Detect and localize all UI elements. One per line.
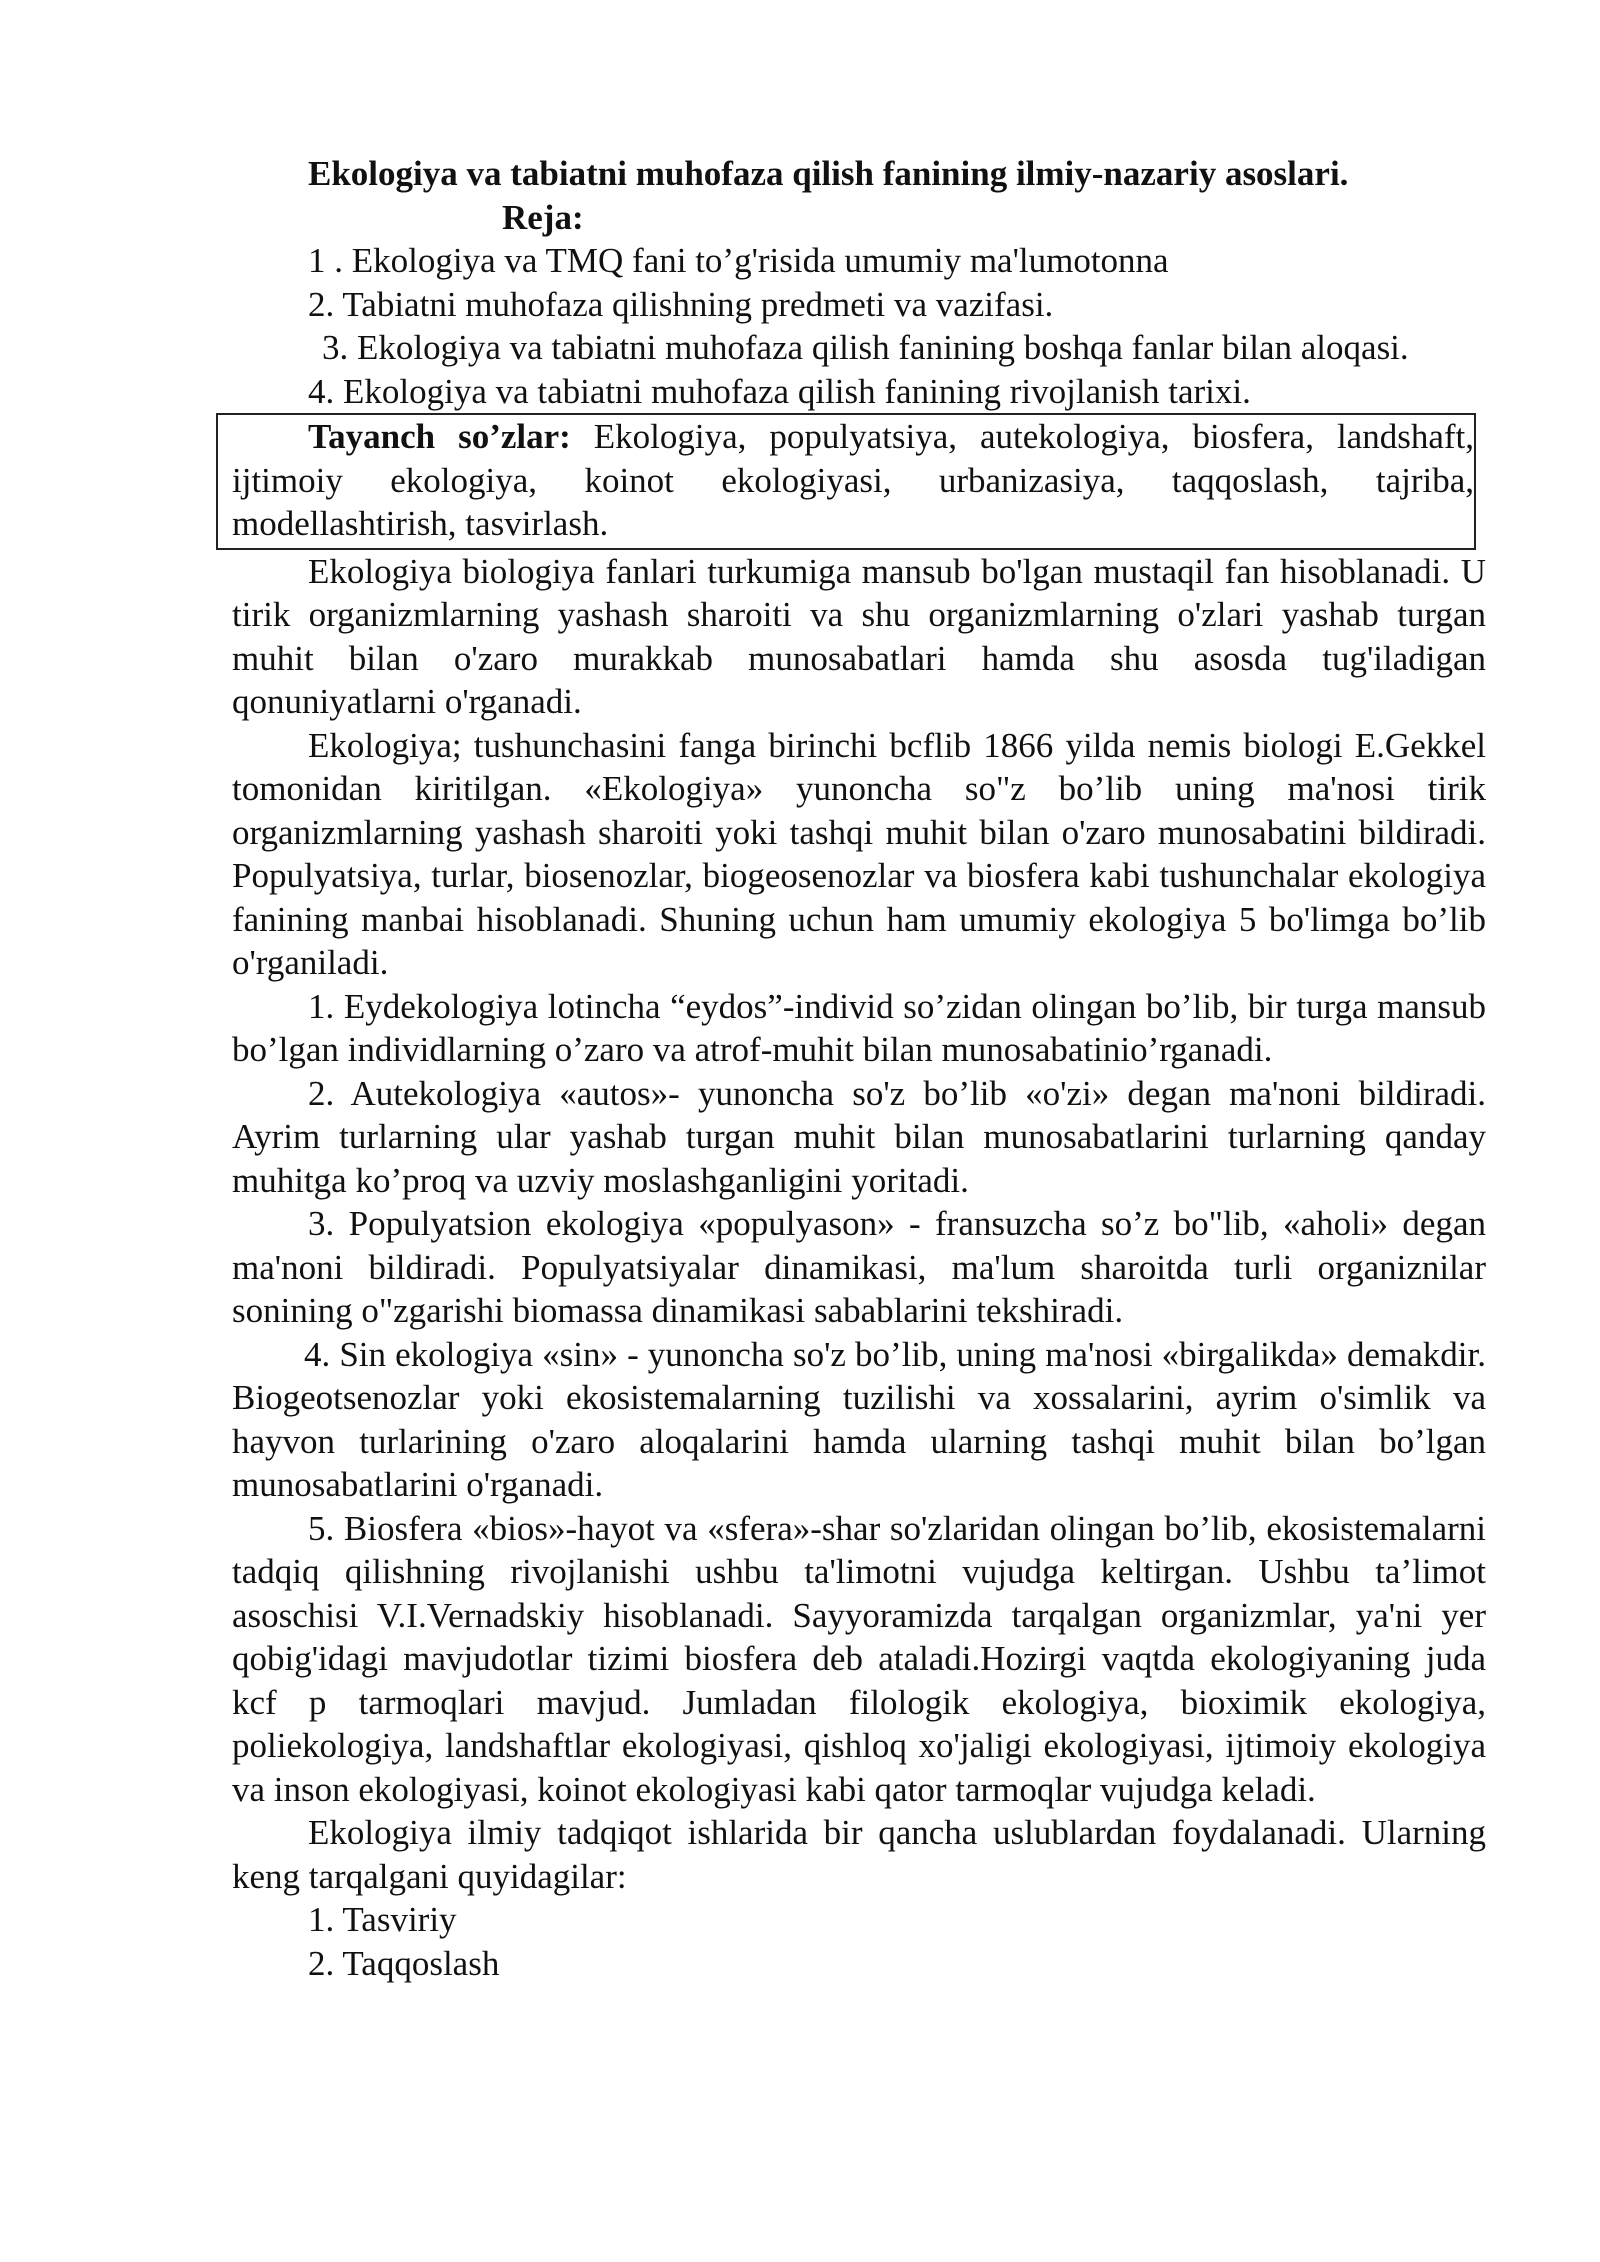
keywords-text: Ekologiya, populyatsiya, autekologiya, biosfera, landshaft, ijtimoiy ekologiya, koinot ekologiyasi, urbanizasiya, taqqoslash, tajriba, modellashtirish, tasvirlash.	[232, 417, 1474, 543]
paragraph: Ekologiya biologiya fanlari turkumiga mansub bo'lgan mustaqil fan hisoblanadi. U tirik organizmlarning yashash sharoiti va shu organizmlarning o'zlari yashab turgan muhit bilan o'zaro murakkab munosabatlari hamda shu asosda tug'iladigan qonuniyatlarni o'rganadi.	[232, 551, 1486, 721]
paragraph: 4. Sin ekologiya «sin» - yunoncha so'z bo’lib, uning ma'nosi «birgalikda» demakdir. Biogeotsenozlar yoki ekosistemalarning tuzilishi va xossalarini, ayrim o'simlik va hayvon turlarining o'zaro aloqalarini hamda ularning tashqi muhit bilan bo’lgan munosabatlarini o'rganadi.	[232, 1334, 1486, 1504]
plan-heading: Reja:	[502, 197, 584, 237]
plan-item: 4. Ekologiya va tabiatni muhofaza qilish fanining rivojlanish tarixi.	[308, 371, 1251, 411]
paragraph: Ekologiya; tushunchasini fanga birinchi bcflib 1866 yilda nemis biologi E.Gekkel tomonidan kiritilgan. «Ekologiya» yunoncha so"z bo’lib uning ma'nosi tirik organizmlarning yashash sharoiti yoki tashqi muhit bilan o'zaro munosabatini bildiradi. Populyatsiya, turlar, biosenozlar, biogeosenozlar va biosfera kabi tushunchalar ekologiya fanining manbai hisoblanadi. Shuning uchun ham umumiy ekologiya 5 bo'limga bo’lib o'rganiladi.	[232, 725, 1486, 982]
method-item: 2. Taqqoslash	[308, 1943, 500, 1983]
document-title: Ekologiya va tabiatni muhofaza qilish fanining ilmiy-nazariy asoslari.	[308, 154, 1349, 193]
paragraph: 3. Populyatsion ekologiya «populyason» - fransuzcha so’z bo"lib, «aholi» degan ma'noni bildiradi. Populyatsiyalar dinamikasi, ma'lum sharoitda turli organiznilar sonining o"zgarishi biomassa dinamikasi sabablarini tekshiradi.	[232, 1204, 1486, 1330]
plan-item: 2. Tabiatni muhofaza qilishning predmeti va vazifasi.	[308, 284, 1054, 324]
plan-item: 3. Ekologiya va tabiatni muhofaza qilish fanining boshqa fanlar bilan aloqasi.	[322, 328, 1409, 367]
paragraph: 1. Eydekologiya lotincha “eydos”-individ so’zidan olingan bo’lib, bir turga mansub bo’lgan individlarning o’zaro va atrof-muhit bilan munosabatinio’rganadi.	[232, 986, 1486, 1069]
keywords-label: Tayanch so’zlar:	[308, 417, 571, 456]
method-item: 1. Tasviriy	[308, 1900, 457, 1939]
keywords-box	[216, 413, 1476, 550]
document-body	[232, 152, 1486, 1985]
paragraph: Ekologiya ilmiy tadqiqot ishlarida bir qancha uslublardan foydalanadi. Ularning keng tarqalgani quyidagilar:	[232, 1813, 1486, 1896]
paragraph: 5. Biosfera «bios»-hayot va «sfera»-shar so'zlaridan olingan bo’lib, ekosistemalarni tadqiq qilishning rivojlanishi ushbu ta'limotni vujudga keltirgan. Ushbu ta’limot asoschisi V.I.Vernadskiy hisoblanadi. Sayyoramizda tarqalgan organizmlar, ya'ni yer qobig'idagi mavjudotlar tizimi biosfera deb ataladi.Hozirgi vaqtda ekologiyaning juda kcf p tarmoqlari mavjud. Jumladan filologik ekologiya, bioximik ekologiya, poliekologiya, landshaftlar ekologiyasi, qishloq xo'jaligi ekologiyasi, ijtimoiy ekologiya va inson ekologiyasi, koinot ekologiyasi kabi qator tarmoqlar vujudga keladi.	[232, 1508, 1486, 1809]
paragraph: 2. Autekologiya «autos»- yunoncha so'z bo’lib «o'zi» degan ma'noni bildiradi. Ayrim turlarning ular yashab turgan muhit bilan munosabatlarini turlarning qanday muhitga ko’proq va uzviy moslashganligini yoritadi.	[232, 1073, 1486, 1200]
plan-item: 1 . Ekologiya va TMQ fani to’g'risida umumiy ma'lumotonna	[308, 241, 1169, 280]
